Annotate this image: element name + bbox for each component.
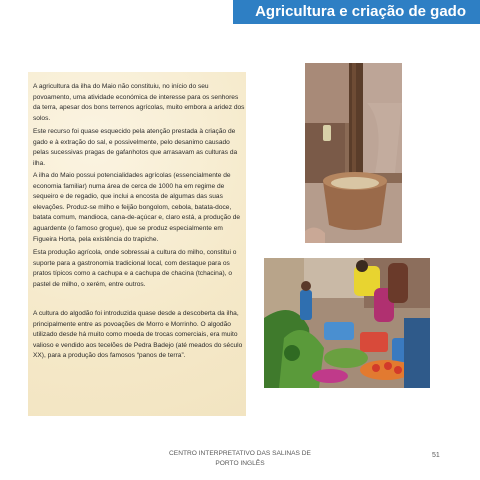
paragraph-potential: A ilha do Maio possui potencialidades agrícolas (essencialmente de economia familiar) numa área de cerca de 1000 ha em regime de sequeiro e de regadio, que inclui a encosta de algumas das suas elevações. Produz-se milho e feijão bongolom, cebola, batata-doce, batata comum, mandioca, cana-de-açúcar e, claro está, a produção de aguardente (o famoso grogue), que se produz especialmente em Figueira Horta, pela existência do trapiche. (33, 172, 241, 243)
footer-org-line2: PORTO INGLÊS (215, 459, 265, 467)
market-vegetables-photo (264, 258, 430, 388)
paragraph-production: Esta produção agrícola, onde sobressai a cultura do milho, constitui o suporte para a gastronomia tradicional local, com destaque para os pratos típicos como a cachupa e a cachupa de chacina (tchacina), o pastel de milho, o xerém, entre outros. (33, 249, 237, 288)
header-bar (233, 0, 480, 24)
paragraph-cotton: A cultura do algodão foi introduzida quase desde a descoberta da ilha, principalmente entre as povoações de Morro e Morrinho. O algodão utilizado desde há muito como moeda de trocas comerciais, era muito valioso e vendido aos tecelões de Pedra Badejo (até meados do século XX), para a produção dos famosos “panos de terra”. (33, 310, 243, 360)
paragraph-resource: Este recurso foi quase esquecido pela atenção prestada à criação de gado e à extração do sal, e possivelmente, pelo desanimo causado pelas sucessivas pragas de gafanhotos que arrasavam as culturas da ilha. (33, 128, 238, 167)
page-title: Agricultura e criação de gado (255, 3, 466, 20)
mortar-pestle-photo (305, 63, 402, 243)
page-number: 51 (432, 452, 440, 459)
footer-org-line1: CENTRO INTERPRETATIVO DAS SALINAS DE (169, 450, 311, 457)
text-panel (28, 72, 246, 416)
paragraph-intro: A agricultura da ilha do Maio não constituiu, no início do seu povoamento, uma atividade económica de interesse para os senhores da terra, apesar dos bons terrenos agrícolas, muito embora a aridez dos solos. (33, 83, 245, 122)
footer-organization (160, 449, 320, 468)
